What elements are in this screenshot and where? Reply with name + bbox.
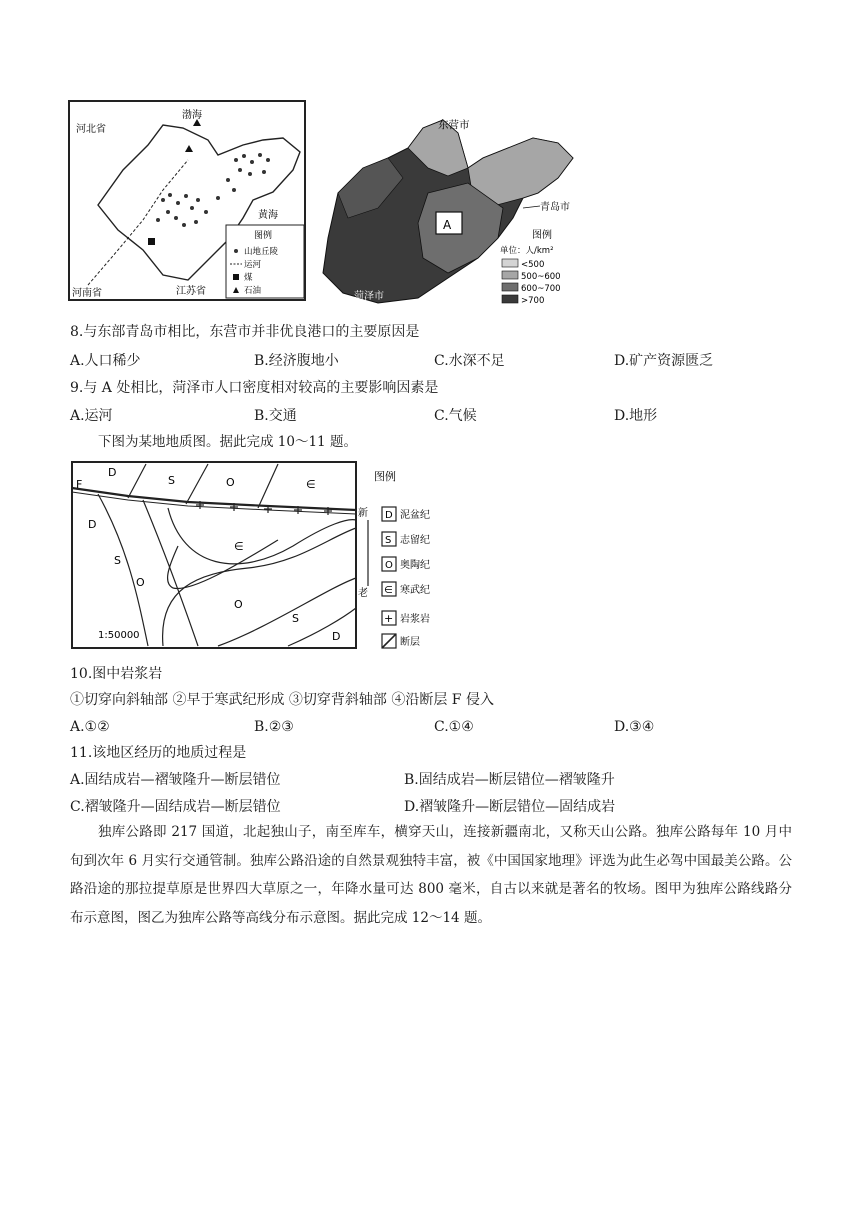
population-density-map: [318, 98, 580, 310]
unit-o-left: O: [136, 576, 145, 589]
map2-legend-unit: 单位：人/km²: [500, 246, 554, 256]
map1-legend-oil: 石油: [244, 286, 262, 296]
intro-10-11: 下图为某地地质图。据此完成 10～11 题。: [98, 434, 357, 450]
q10-option-b[interactable]: B.②③: [254, 719, 294, 735]
unit-d-top: D: [108, 466, 117, 479]
legend-label-ordovician: 奥陶纪: [400, 560, 430, 571]
q10-option-d[interactable]: D.③④: [614, 719, 655, 735]
geologic-map: [68, 458, 444, 654]
legend-label-silurian: 志留纪: [400, 535, 430, 546]
q9-option-c[interactable]: C.气候: [434, 408, 477, 424]
legend-sym-d: D: [385, 510, 393, 521]
legend-label-igneous: 岩浆岩: [400, 614, 430, 625]
unit-d-lower: D: [332, 630, 341, 643]
unit-e-top: ∈: [306, 478, 316, 491]
unit-s-top: S: [168, 474, 175, 487]
shandong-physical-map: [68, 100, 308, 302]
legend-label-fault: 断层: [400, 637, 420, 648]
legend-sym-s: S: [385, 535, 392, 546]
q11-option-c[interactable]: C.褶皱隆升—固结成岩—断层错位: [70, 799, 281, 815]
label-dongying: 东营市: [438, 119, 470, 131]
q10-option-a[interactable]: A.①②: [70, 719, 110, 735]
fault-f-label: F: [76, 478, 83, 491]
map2-legend-gt700: >700: [521, 296, 545, 306]
unit-s-lower: S: [292, 612, 299, 625]
label-heze: 菏泽市: [354, 291, 384, 302]
label-huanghai: 黄海: [258, 210, 278, 221]
map2-legend-title: 图例: [532, 230, 552, 241]
geomap-scale: 1:50000: [98, 630, 140, 641]
label-qingdao: 青岛市: [540, 202, 570, 213]
q8-option-a[interactable]: A.人口稀少: [70, 353, 141, 369]
q10-option-c[interactable]: C.①④: [434, 719, 474, 735]
unit-o-top: O: [226, 476, 235, 489]
map2-legend-600-700: 600~700: [521, 284, 561, 294]
label-bohai: 渤海: [182, 110, 202, 121]
map1-legend-hills: 山地丘陵: [244, 247, 279, 257]
unit-o-lower: O: [234, 598, 243, 611]
unit-e-center: ∈: [234, 540, 244, 553]
map1-legend-title: 图例: [254, 231, 273, 241]
q11-option-a[interactable]: A.固结成岩—褶皱隆升—断层错位: [70, 772, 281, 788]
q11-stem: 11.该地区经历的地质过程是: [70, 745, 247, 761]
label-henan: 河南省: [72, 288, 102, 299]
map2-legend-500-600: 500~600: [521, 272, 561, 282]
legend-sym-o: O: [385, 560, 393, 571]
geomap-legend-title: 图例: [374, 470, 396, 483]
q9-stem: 9.与 A 处相比，菏泽市人口密度相对较高的主要影响因素是: [70, 380, 439, 396]
map1-legend-canal: 运河: [244, 260, 262, 270]
q10-stem: 10.图中岩浆岩: [70, 666, 163, 682]
unit-s-left: S: [114, 554, 121, 567]
q8-stem: 8.与东部青岛市相比，东营市并非优良港口的主要原因是: [70, 324, 420, 340]
q8-option-d[interactable]: D.矿产资源匮乏: [614, 353, 714, 369]
q9-option-a[interactable]: A.运河: [70, 408, 113, 424]
q9-option-d[interactable]: D.地形: [614, 408, 658, 424]
legend-sym-igneous: +: [384, 612, 394, 625]
q9-option-b[interactable]: B.交通: [254, 408, 297, 424]
legend-sym-e: ∈: [384, 585, 393, 596]
legend-label-devonian: 泥盆纪: [400, 510, 430, 521]
q11-option-d[interactable]: D.褶皱隆升—断层错位—固结成岩: [404, 799, 616, 815]
legend-label-cambrian: 寒武纪: [400, 585, 430, 596]
passage-12-14: 独库公路即 217 国道，北起独山子，南至库车，横穿天山，连接新疆南北，又称天山公路。独库公路每年 10 月中旬到次年 6 月实行交通管制。独库公路沿途的自然景观独特丰富，被《中国国家地理》评选为此生必驾中国最美公路。公路沿途的那拉提草原是世界四大草原之一，年降水量可达 800 毫米，自古以来就是著名的牧场。图甲为独库公路线路分布示意图，图乙为独库公路等高线分布示意图。据此完成 12～14 题。: [70, 824, 792, 926]
q8-option-c[interactable]: C.水深不足: [434, 353, 505, 369]
unit-d-left: D: [88, 518, 97, 531]
geomap-legend-old: 老: [358, 588, 368, 599]
geomap-legend-new: 新: [358, 508, 368, 519]
label-jiangsu: 江苏省: [176, 286, 206, 297]
q10-statements: ①切穿向斜轴部 ②早于寒武纪形成 ③切穿背斜轴部 ④沿断层 F 侵入: [70, 692, 494, 708]
q11-option-b[interactable]: B.固结成岩—断层错位—褶皱隆升: [404, 772, 615, 788]
map2-legend-lt500: <500: [521, 260, 545, 270]
point-a-label: A: [443, 218, 452, 232]
map1-legend-coal: 煤: [244, 273, 253, 283]
label-hebei: 河北省: [76, 124, 106, 135]
q8-option-b[interactable]: B.经济腹地小: [254, 353, 339, 369]
